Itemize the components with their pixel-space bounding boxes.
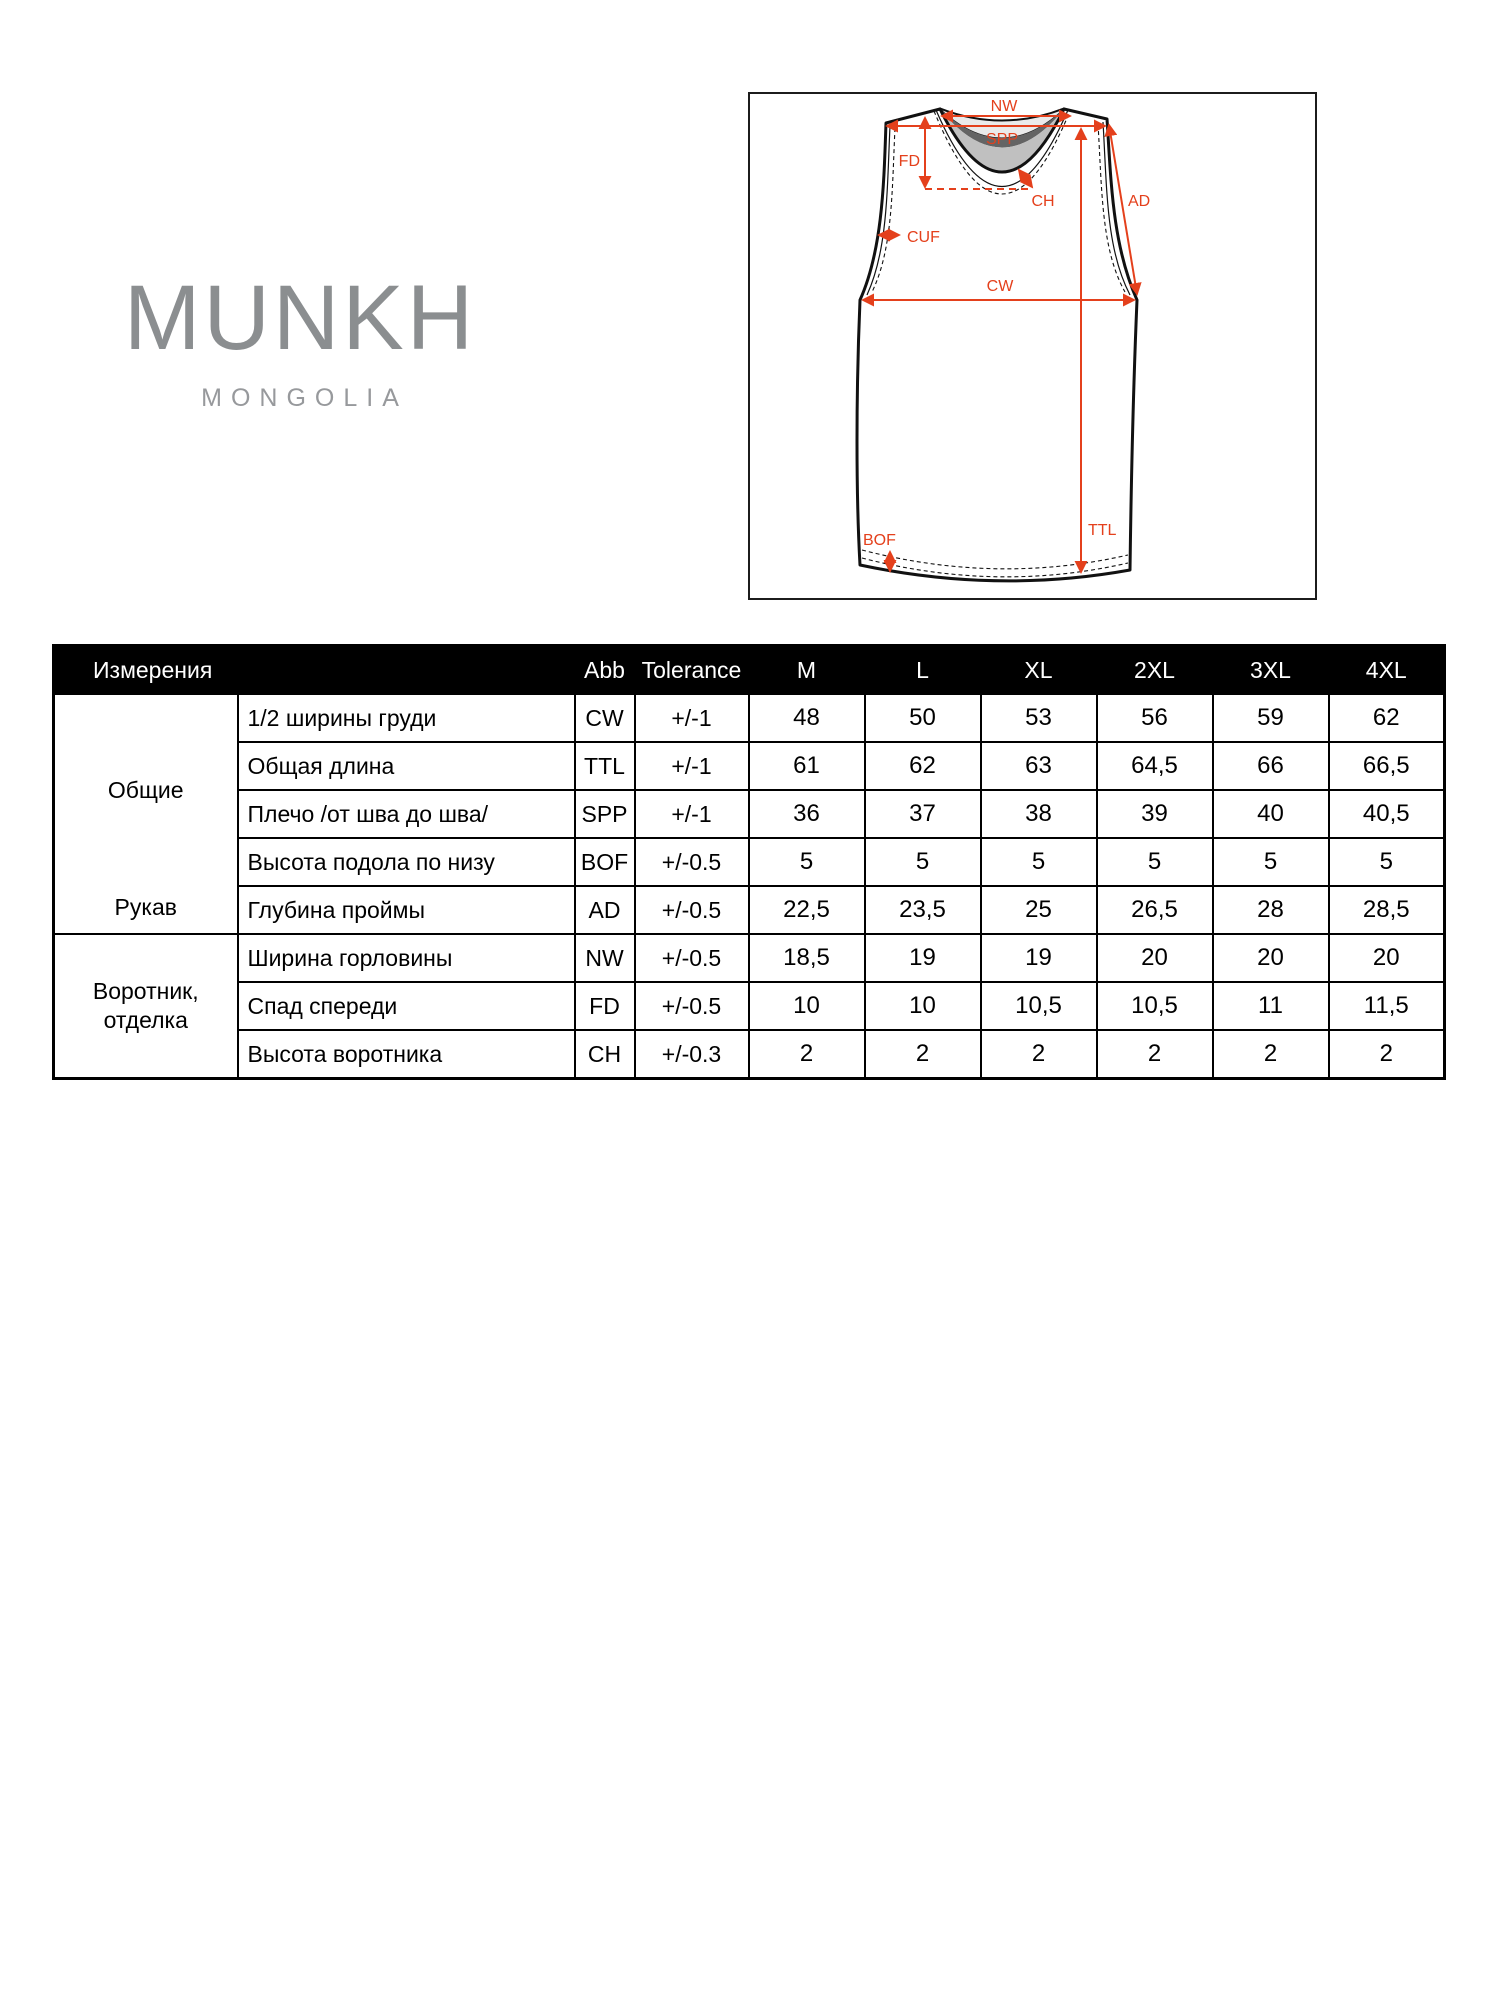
size-value: 53 bbox=[981, 694, 1097, 742]
size-value: 5 bbox=[865, 838, 981, 886]
size-value: 25 bbox=[981, 886, 1097, 934]
abbreviation-value: TTL bbox=[575, 742, 635, 790]
ch-label: CH bbox=[1031, 193, 1055, 210]
header-measurements: Измерения bbox=[54, 646, 575, 695]
size-value: 2 bbox=[1213, 1030, 1329, 1079]
size-value: 5 bbox=[749, 838, 865, 886]
header-tolerance: Tolerance bbox=[635, 646, 749, 695]
size-value: 63 bbox=[981, 742, 1097, 790]
size-value: 37 bbox=[865, 790, 981, 838]
cw-label: CW bbox=[986, 278, 1014, 295]
garment-outline bbox=[857, 109, 1137, 581]
tolerance-value: +/-1 bbox=[635, 742, 749, 790]
abbreviation-value: AD bbox=[575, 886, 635, 934]
size-value: 11,5 bbox=[1329, 982, 1445, 1030]
fd-label: FD bbox=[898, 153, 920, 170]
header-size-m: M bbox=[749, 646, 865, 695]
size-value: 20 bbox=[1213, 934, 1329, 982]
measurement-name: Глубина проймы bbox=[238, 886, 575, 934]
size-table-body bbox=[54, 694, 1445, 1079]
header-size-2xl: 2XL bbox=[1097, 646, 1213, 695]
size-value: 66,5 bbox=[1329, 742, 1445, 790]
size-value: 36 bbox=[749, 790, 865, 838]
size-value: 10,5 bbox=[1097, 982, 1213, 1030]
tolerance-value: +/-0.5 bbox=[635, 982, 749, 1030]
group-label-general: Общие bbox=[107, 776, 184, 803]
size-value: 22,5 bbox=[749, 886, 865, 934]
table-row bbox=[54, 886, 1445, 934]
measurement-name: 1/2 ширины груди bbox=[238, 694, 575, 742]
tank-top-sketch bbox=[750, 94, 1315, 598]
tolerance-value: +/-0.5 bbox=[635, 886, 749, 934]
brand-subtitle: MONGOLIA bbox=[201, 384, 408, 412]
size-value: 5 bbox=[1097, 838, 1213, 886]
tolerance-value: +/-0.3 bbox=[635, 1030, 749, 1079]
header-size-4xl: 4XL bbox=[1329, 646, 1445, 695]
size-value: 20 bbox=[1329, 934, 1445, 982]
header-size-l: L bbox=[865, 646, 981, 695]
table-row bbox=[54, 742, 1445, 790]
size-value: 38 bbox=[981, 790, 1097, 838]
measurement-name: Плечо /от шва до шва/ bbox=[238, 790, 575, 838]
size-value: 62 bbox=[1329, 694, 1445, 742]
size-value: 2 bbox=[1097, 1030, 1213, 1079]
group-label-sleeve: Рукав bbox=[114, 893, 177, 920]
ad-label: AD bbox=[1128, 193, 1151, 210]
size-value: 19 bbox=[981, 934, 1097, 982]
abbreviation-value: CW bbox=[575, 694, 635, 742]
measurement-name: Высота воротника bbox=[238, 1030, 575, 1079]
size-value: 66 bbox=[1213, 742, 1329, 790]
tolerance-value: +/-1 bbox=[635, 790, 749, 838]
size-value: 50 bbox=[865, 694, 981, 742]
size-value: 56 bbox=[1097, 694, 1213, 742]
table-row bbox=[54, 1030, 1445, 1079]
abbreviation-value: NW bbox=[575, 934, 635, 982]
size-value: 5 bbox=[1213, 838, 1329, 886]
tolerance-value: +/-1 bbox=[635, 694, 749, 742]
size-value: 10,5 bbox=[981, 982, 1097, 1030]
table-row bbox=[54, 790, 1445, 838]
measurement-name: Ширина горловины bbox=[238, 934, 575, 982]
nw-label: NW bbox=[990, 98, 1018, 115]
header-size-3xl: 3XL bbox=[1213, 646, 1329, 695]
size-value: 26,5 bbox=[1097, 886, 1213, 934]
measurement-name: Высота подола по низу bbox=[238, 838, 575, 886]
brand-logo bbox=[100, 267, 500, 413]
tolerance-value: +/-0.5 bbox=[635, 838, 749, 886]
group-cell-collar: Воротник, отделка bbox=[54, 934, 238, 1079]
size-chart-table bbox=[52, 644, 1446, 1080]
size-value: 28,5 bbox=[1329, 886, 1445, 934]
right-armhole-stitch bbox=[1098, 124, 1125, 292]
abbreviation-value: CH bbox=[575, 1030, 635, 1079]
size-value: 2 bbox=[749, 1030, 865, 1079]
tolerance-value: +/-0.5 bbox=[635, 934, 749, 982]
size-value: 10 bbox=[865, 982, 981, 1030]
cuf-label: CUF bbox=[907, 229, 940, 246]
table-row bbox=[54, 838, 1445, 886]
size-value: 64,5 bbox=[1097, 742, 1213, 790]
measurement-name: Спад спереди bbox=[238, 982, 575, 1030]
abbreviation-value: SPP bbox=[575, 790, 635, 838]
table-row bbox=[54, 694, 1445, 742]
size-value: 23,5 bbox=[865, 886, 981, 934]
header-abb: Abb bbox=[575, 646, 635, 695]
size-value: 20 bbox=[1097, 934, 1213, 982]
table-header-row bbox=[54, 646, 1445, 695]
ttl-label: TTL bbox=[1088, 522, 1117, 539]
bof-label: BOF bbox=[863, 532, 896, 549]
size-value: 62 bbox=[865, 742, 981, 790]
size-value: 2 bbox=[981, 1030, 1097, 1079]
hem-stitch-1 bbox=[862, 550, 1128, 569]
size-value: 11 bbox=[1213, 982, 1329, 1030]
size-value: 2 bbox=[1329, 1030, 1445, 1079]
measurement-name: Общая длина bbox=[238, 742, 575, 790]
abbreviation-value: BOF bbox=[575, 838, 635, 886]
size-value: 5 bbox=[981, 838, 1097, 886]
size-value: 5 bbox=[1329, 838, 1445, 886]
spp-label: SPP bbox=[985, 131, 1019, 148]
size-value: 39 bbox=[1097, 790, 1213, 838]
header-size-xl: XL bbox=[981, 646, 1097, 695]
size-value: 19 bbox=[865, 934, 981, 982]
size-value: 10 bbox=[749, 982, 865, 1030]
table-row bbox=[54, 982, 1445, 1030]
size-value: 61 bbox=[749, 742, 865, 790]
size-value: 59 bbox=[1213, 694, 1329, 742]
abbreviation-value: FD bbox=[575, 982, 635, 1030]
size-value: 40,5 bbox=[1329, 790, 1445, 838]
garment-diagram-box bbox=[748, 92, 1317, 600]
size-value: 28 bbox=[1213, 886, 1329, 934]
size-value: 2 bbox=[865, 1030, 981, 1079]
size-value: 18,5 bbox=[749, 934, 865, 982]
size-value: 40 bbox=[1213, 790, 1329, 838]
table-row bbox=[54, 934, 1445, 982]
group-cell-general-sleeve bbox=[54, 694, 238, 934]
brand-name: MUNKH bbox=[123, 267, 477, 369]
size-value: 48 bbox=[749, 694, 865, 742]
